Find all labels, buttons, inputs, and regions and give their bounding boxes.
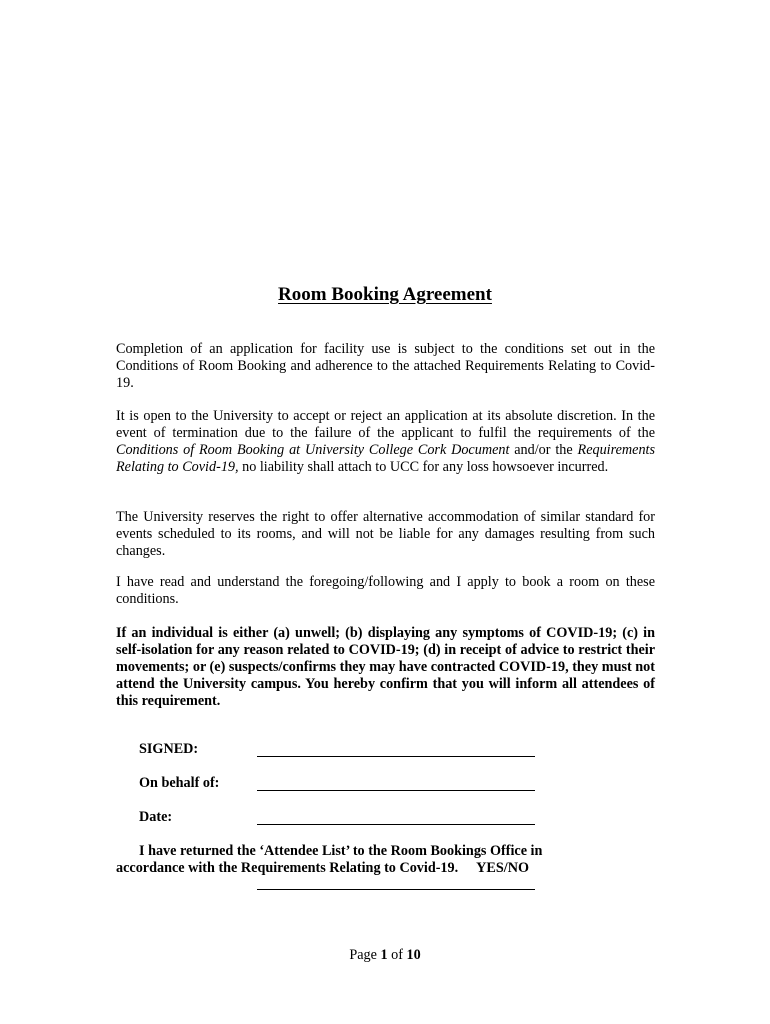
page-word: Page	[349, 947, 377, 963]
covid-requirements-title: Requirements Relating to Covid-19,	[116, 442, 656, 475]
current-page-number: 1	[380, 947, 388, 963]
signed-label: SIGNED:	[139, 741, 199, 757]
date-row	[139, 809, 539, 829]
behalf-field[interactable]	[257, 790, 535, 791]
page-title: Room Booking Agreement	[278, 284, 492, 305]
attendee-line2: accordance with the Requirements Relating to Covid-19.	[116, 860, 459, 876]
paragraph-covid-warning: If an individual is either (a) unwell; (b) displaying any symptoms of COVID-19; (c) in self-isolation for any reason related to COVID-19; (d) in receipt of advice to restrict their movements; or (e) suspects/confirms they may have contracted COVID-19, they must not attend the University campus. You hereby confirm that you will inform all attendees of this requirement.	[116, 625, 655, 709]
paragraph-acceptance: I have read and understand the foregoing/following and I apply to book a room on these conditions.	[116, 574, 655, 607]
attendee-answer-field[interactable]	[257, 889, 535, 890]
paragraph-discretion-part2: and/or the	[509, 442, 578, 458]
paragraph-conditions: Completion of an application for facility use is subject to the conditions set out in the Conditions of Room Booking and adherence to the attached Requirements Relating to Covid-19.	[116, 341, 655, 391]
page-footer	[0, 947, 770, 964]
paragraph-discretion-part3: no liability shall attach to UCC for any loss howsoever incurred.	[238, 459, 609, 475]
paragraph-discretion-part1: It is open to the University to accept or reject an application at its absolute discretion. In the event of termination due to the failure of the applicant to fulfil the requirements of the	[116, 408, 655, 441]
date-field[interactable]	[257, 824, 535, 825]
behalf-row	[139, 775, 539, 795]
paragraph-alternative: The University reserves the right to offer alternative accommodation of similar standard for events scheduled to its rooms, and will not be liable for any damages resulting from such changes.	[116, 509, 655, 559]
conditions-document-title: Conditions of Room Booking at University College Cork Document	[116, 442, 510, 458]
paragraph-discretion	[116, 408, 655, 476]
yes-no-option: YES/NO	[476, 860, 529, 876]
signed-row	[139, 741, 539, 761]
date-label: Date:	[139, 809, 173, 825]
attendee-line2-row	[116, 860, 636, 877]
attendee-confirmation	[116, 843, 636, 877]
attendee-line1: I have returned the ‘Attendee List’ to the Room Bookings Office in	[139, 843, 543, 859]
signed-field[interactable]	[257, 756, 535, 757]
of-word: of	[391, 947, 403, 963]
total-pages-number: 10	[406, 947, 421, 963]
behalf-label: On behalf of:	[139, 775, 220, 791]
